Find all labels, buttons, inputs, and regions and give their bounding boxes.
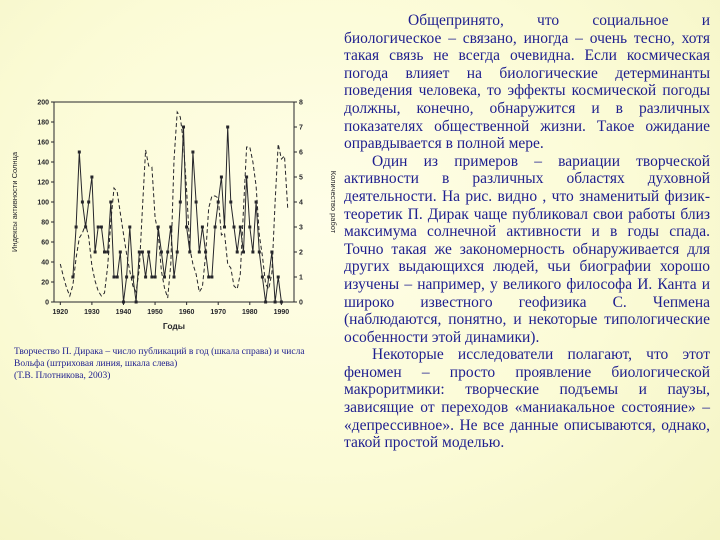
svg-text:180: 180: [37, 119, 49, 127]
svg-text:2: 2: [299, 249, 303, 257]
svg-text:Индексы активности Солнца: Индексы активности Солнца: [10, 152, 19, 252]
svg-text:1950: 1950: [147, 309, 163, 316]
svg-text:1930: 1930: [84, 309, 100, 316]
svg-text:40: 40: [41, 259, 49, 267]
svg-text:8: 8: [299, 99, 303, 107]
dirac-wolf-line-chart: [8, 94, 338, 336]
svg-text:1: 1: [299, 274, 303, 282]
svg-text:140: 140: [37, 159, 49, 167]
svg-text:Количество работ: Количество работ: [329, 170, 338, 234]
svg-text:1980: 1980: [242, 309, 258, 316]
paragraph-biorhythm-hypothesis: Некоторые исследователи полагают, что этот феномен – просто проявление биологической макроритмики: творческие подъемы и паузы, зависящие от переходов «маниакальное состояние» – «депрессивное». Не все данные описываются, однако, такой простой моделью.: [344, 346, 710, 452]
svg-text:1920: 1920: [52, 309, 69, 316]
svg-text:80: 80: [41, 219, 49, 227]
svg-text:1960: 1960: [178, 309, 195, 316]
figure-caption-text: Творчество П. Дирака – число публикаций в год (шкала справа) и числа Вольфа (штриховая линия, шкала слева): [14, 347, 305, 369]
svg-text:100: 100: [37, 199, 49, 207]
body-text: [344, 12, 710, 452]
svg-text:160: 160: [37, 139, 49, 147]
svg-text:120: 120: [37, 179, 49, 187]
svg-text:200: 200: [37, 99, 49, 107]
svg-text:20: 20: [41, 279, 49, 287]
svg-text:1940: 1940: [115, 309, 132, 316]
svg-text:0: 0: [299, 299, 303, 307]
figure-caption: [8, 346, 332, 382]
paragraph-dirac-example: Один из примеров – вариации творческой активности в различных областях духовной деятельности. На рис. видно , что знаменитый физик-теоретик П. Дирак чаще публиковал свои работы близ максимума солнечной активности и в годы спада. Точно такая же закономерность обнаруживается для других выдающихся людей, чьи биографии хорошо изучены – например, у великого философа И. Канта и широко известного геофизика С. Чепмена (наблюдаются, понятно, и некоторые типологические особенности этой динамики).: [344, 152, 710, 346]
svg-text:4: 4: [299, 199, 303, 207]
paragraph-intro: Общепринято, что социальное и биологическое – связано, иногда – очень тесно, хотя такая связь не всегда очевидна. Если космическая погода влияет на биологические детерминанты поведения человека, то эффекты космической погоды должны, конечно, обнаружится и в различных показателях общественной жизни. Такое ожидание оправдывается в полной мере.: [344, 12, 710, 153]
svg-text:1970: 1970: [210, 309, 226, 316]
figure-caption-source: (Т.В. Плотникова, 2003): [14, 371, 111, 381]
svg-text:1990: 1990: [273, 309, 290, 316]
svg-text:5: 5: [299, 174, 303, 182]
svg-text:6: 6: [299, 149, 303, 157]
svg-text:60: 60: [41, 239, 49, 247]
svg-text:0: 0: [45, 299, 49, 307]
svg-text:7: 7: [299, 124, 303, 132]
svg-text:Годы: Годы: [162, 321, 186, 331]
figure-dirac-chart: [8, 94, 338, 382]
svg-text:3: 3: [299, 224, 303, 232]
